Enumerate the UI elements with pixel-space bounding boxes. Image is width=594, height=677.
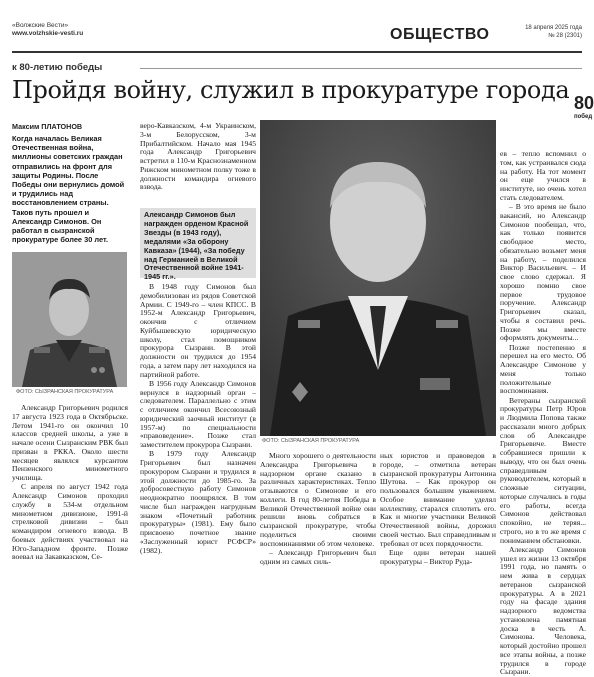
masthead-rule <box>12 51 582 53</box>
col2-paragraph-4: В 1979 году Александр Григорьевич был назначен прокурором Сызрани и трудился в этой должности до 1985-го. За добросовестную работу Симонов неоднократно поощрялся. В том числе был награжден нагрудным знаком «Почетный работник прокуратуры» (1981). Ему было присвоено почетное звание «Заслуженный юрист РСФСР» (1982). <box>140 449 256 555</box>
rubric-rule <box>140 68 582 69</box>
column-2-bottom-text <box>140 283 256 601</box>
portrait-elder-illustration <box>260 120 496 436</box>
section-title: ОБЩЕСТВО <box>390 26 490 43</box>
col4-paragraph-2: Еще один ветеран нашей прокуратуры – Виктор Руда- <box>380 547 496 566</box>
masthead-left <box>12 22 83 38</box>
column-4-text <box>380 452 496 602</box>
masthead <box>12 22 582 48</box>
big-photo-caption: ФОТО: СЫЗРАНСКАЯ ПРОКУРАТУРА <box>262 438 360 444</box>
col5-paragraph-2: – В это время не было вакансий, но Александр Симонов пообещал, что, как только появится свободное место, обязательно возьмет меня на работу, – поделился Виктор Васильевич. – И свое слово сдержал. Я хорошо помню свое первое трудовое поручение. Александр Григорьевич сказал, чтобы я составил речь. Позже мы вместе оформлять документы... <box>500 202 586 343</box>
column-2-top-text <box>140 122 256 206</box>
col3-paragraph-2: – Александр Григорьевич был одним из самых силь- <box>260 547 376 566</box>
column-5-text <box>500 149 586 677</box>
col1-paragraph-2: С апреля по август 1942 года Александр Симонов проходил службу в 534-м отдельном минометном дивизионе, 1991-й стрелковой дивизии – был командиром огневого взвода. В боевых действиях участвовал на Юго-Западном фронте. Позже воевал на Закавказском, Се- <box>12 482 128 562</box>
paper-url[interactable]: www.volzhskie-vesti.ru <box>12 30 84 37</box>
col1-paragraph-1: Александр Григорьевич родился 17 августа 1923 года в Октябрьске. Летом 1941-го он окончил 10 классов средней школы, а уже в начале осени Сызранским РВК был призван в РККА. Около шести месяцев являлся курсантом Пензенского минометного училища. <box>12 403 128 482</box>
rubric: к 80-летию победы <box>12 62 103 73</box>
col4-paragraph-1: ных юристов и правоведов в городе, – отметила ветеран сызранской прокуратуры Антонина Шутова. – Как прокурор он пользовался большим уважением. Особое внимание уделял коллективу, старался сплотить его. Как и многие участники Великой Отечественной войны, дорожил своей честью. Был справедливым и требовал от всех порядочности. <box>380 451 496 548</box>
portrait-photo-young <box>12 252 127 387</box>
portrait-photo-elder <box>260 120 496 436</box>
side-badge-number: 80 <box>574 93 594 113</box>
paper-name: «Волжские Вести» <box>12 22 69 29</box>
portrait-young-illustration <box>12 252 127 387</box>
small-photo-caption: ФОТО: СЫЗРАНСКАЯ ПРОКУРАТУРА <box>16 389 114 395</box>
col5-paragraph-1: ев – тепло вспомнил о том, как устраивался сюда на работу. На тот момент он еще учился в институте, но очень хотел стать следователем. <box>500 149 586 202</box>
masthead-right <box>516 24 582 40</box>
byline: Максим ПЛАТОНОВ <box>12 122 83 131</box>
col5-paragraph-3: Позже постепенно я перешел на его место. Об Александре Симонове у меня только положительные воспоминания. <box>500 342 586 396</box>
side-badge-word: побед <box>574 114 593 120</box>
col2-paragraph-1: веро-Кавказском, 4-м Украинском, 3-м Белорусском, 3-м Прибалтийском. Начало мая 1945 года Александр Григорьевич встретил в 110-м Краснознаменном Рижском минометном полку тоже в должности командира огневого взвода. <box>140 121 256 192</box>
column-3-text <box>260 452 376 602</box>
col2-paragraph-2: В 1948 году Симонов был демобилизован из рядов Советской Армии. С 1949-го – член КПСС. В 1952-м Александр Григорьевич, окончив с отличием Куйбышевскую юридическую школу, стал помощником прокурора Сызрани. В этой должности он трудился до 1954 года, а затем пару лет находился на партийной работе. <box>140 282 256 379</box>
col5-paragraph-5: Александр Симонов ушел из жизни 13 октября 1991 года, но память о нем жива в сердцах ветеранов сызранской прокуратуры. А в 2021 году на фасаде здания надзорного ведомства установлена памятная доска в честь А. Симонова. Человека, который достойно прошел все этапы войны, а позже трудился в городе Сызрани. <box>500 544 586 677</box>
lead-paragraph: Когда началась Великая Отечественная война, миллионы советских граждан отправились на фронт для защиты Родины. После Победы они вернулись домой и трудились над восстановлением страны. Таков путь прошел и Александр Симонов. Он работал в сызранской прокуратуре более 30 лет. <box>12 134 125 245</box>
headline: Пройдя войну, служил в прокуратуре города <box>12 76 570 104</box>
column-1-text <box>12 404 128 600</box>
issue-number: № 28 (2301) <box>548 33 582 39</box>
issue-date: 18 апреля 2025 года <box>525 25 582 31</box>
col3-paragraph-1: Много хорошего о деятельности Александра Григорьевича в надзорном органе сказано в различных характеристиках. Тепло отзываются о Симонове и его коллеги. В год 80-летия Победы в Великой Отечественной войне они решили вновь собраться в сызранской прокуратуре, чтобы поделиться своими воспоминаниями об этом человеке. <box>260 451 376 548</box>
col2-paragraph-3: В 1956 году Александр Симонов вернулся в надзорный орган – следователем. Параллельно с этим с отличием окончил Всесоюзный юридический заочный институт (в 1957-м) по специальности «правоведение». Позже стал заместителем прокурора Сызрани. <box>140 378 256 449</box>
awards-callout: Александр Симонов был награжден орденом Красной Звезды (в 1943 году), медалями «За оборону Кавказа» (1944), «За победу над Германией в Великой Отечественной войне 1941-1945 гг.». <box>140 208 256 278</box>
col5-paragraph-4: Ветераны сызранской прокуратуры Петр Юров и Людмила Попова также рассказали много добрых слов об Александре Григорьевиче. Вместе собравшиеся пришли к выводу, что он был очень справедливым руководителем, который в сложные ситуации, которые случались в годы его работы, всегда Симонов действовал спокойно, не теряя... строго, но в то же время с пониманием обстановки. <box>500 395 586 545</box>
